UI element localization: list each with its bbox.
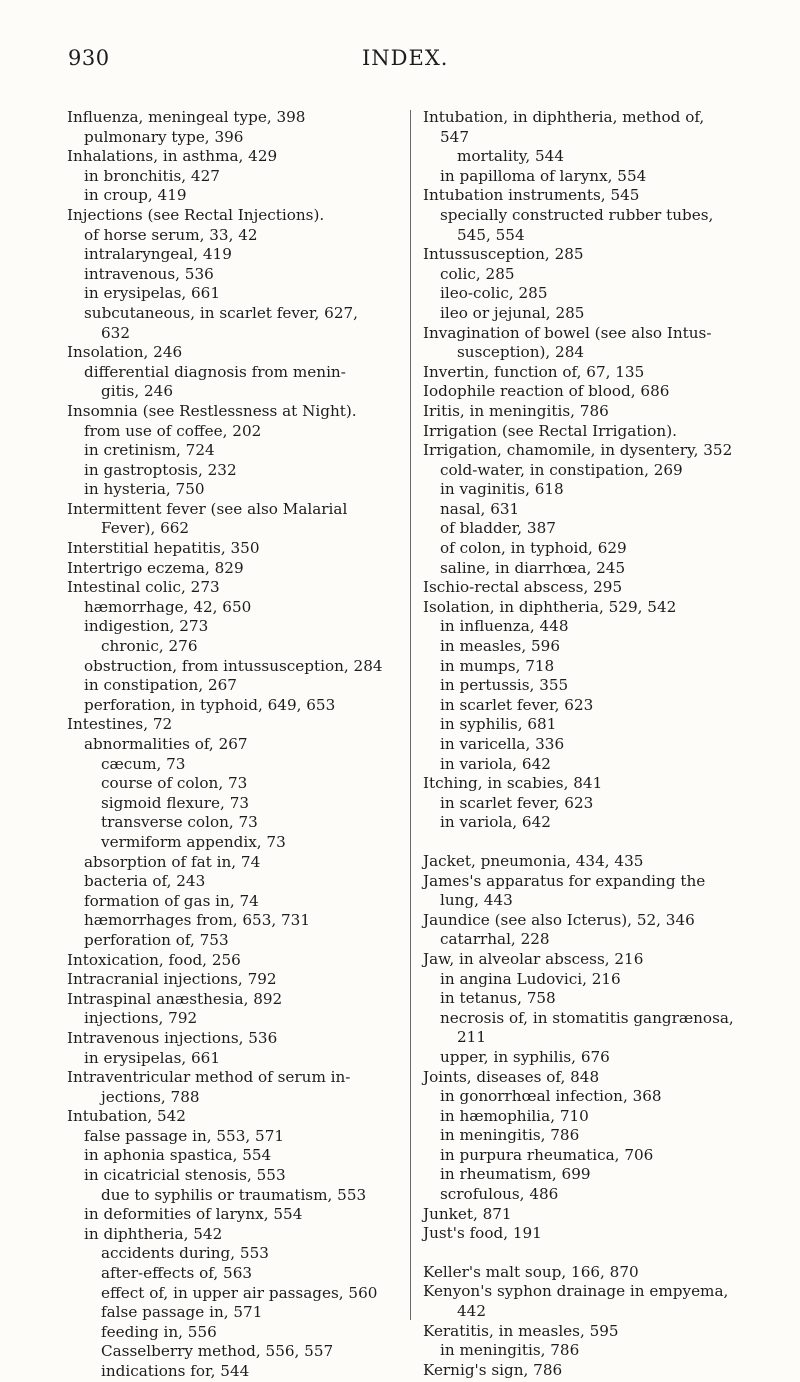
index-subentry: indigestion, 273 bbox=[84, 617, 209, 636]
index-subentry: in hysteria, 750 bbox=[84, 480, 205, 499]
index-subentry: in aphonia spastica, 554 bbox=[84, 1146, 272, 1165]
column-divider bbox=[410, 110, 411, 1320]
index-subentry: formation of gas in, 74 bbox=[84, 891, 259, 910]
index-subentry: in cicatricial stenosis, 553 bbox=[84, 1166, 286, 1185]
index-entry: Invertin, function of, 67, 135 bbox=[423, 362, 645, 381]
index-entry: Insolation, 246 bbox=[67, 343, 183, 362]
index-subentry: indications for, 544 bbox=[101, 1362, 250, 1380]
index-subentry: susception), 284 bbox=[457, 343, 585, 362]
index-subentry: in constipation, 267 bbox=[84, 676, 237, 695]
index-entry: Iodophile reaction of blood, 686 bbox=[423, 382, 670, 401]
index-subentry: ileo-colic, 285 bbox=[440, 284, 548, 303]
index-entry: Kernig's sign, 786 bbox=[423, 1360, 563, 1379]
index-subentry: mortality, 544 bbox=[457, 147, 564, 166]
index-column-right bbox=[423, 108, 753, 1380]
index-entry: Intoxication, food, 256 bbox=[67, 950, 241, 969]
index-subentry: intravenous, 536 bbox=[84, 264, 214, 283]
index-subentry: from use of coffee, 202 bbox=[84, 421, 262, 440]
index-subentry: false passage in, 571 bbox=[101, 1303, 263, 1322]
index-entry: Just's food, 191 bbox=[423, 1224, 542, 1243]
index-subentry: in erysipelas, 661 bbox=[84, 1048, 221, 1067]
index-entry: Intubation instruments, 545 bbox=[423, 186, 640, 205]
index-subentry: in papilloma of larynx, 554 bbox=[440, 166, 647, 185]
index-column-left bbox=[67, 108, 395, 1382]
index-subentry: in gonorrhœal infection, 368 bbox=[440, 1087, 662, 1106]
index-subentry: injections, 792 bbox=[84, 1009, 198, 1028]
index-entry: Injections (see Rectal Injections). bbox=[67, 205, 325, 224]
index-entry: Intravenous injections, 536 bbox=[67, 1028, 278, 1047]
index-subentry: in croup, 419 bbox=[84, 186, 187, 205]
index-subentry: in measles, 596 bbox=[440, 637, 560, 656]
index-subentry: in influenza, 448 bbox=[440, 617, 569, 636]
index-subentry: in angina Ludovici, 216 bbox=[440, 969, 621, 988]
index-subentry: in rheumatism, 699 bbox=[440, 1165, 591, 1184]
index-subentry: in meningitis, 786 bbox=[440, 1126, 580, 1145]
index-subentry: cæcum, 73 bbox=[101, 754, 186, 773]
index-subentry: effect of, in upper air passages, 560 bbox=[101, 1283, 378, 1302]
index-subentry: in cretinism, 724 bbox=[84, 441, 215, 460]
index-subentry: ileo or jejunal, 285 bbox=[440, 303, 585, 322]
index-subentry: feeding in, 556 bbox=[101, 1322, 217, 1341]
index-subentry: differential diagnosis from menin- bbox=[84, 362, 346, 381]
index-subentry: jections, 788 bbox=[101, 1087, 200, 1106]
index-subentry: chronic, 276 bbox=[101, 637, 198, 656]
index-entry: Keratitis, in measles, 595 bbox=[423, 1321, 619, 1340]
index-entry: Intertrigo eczema, 829 bbox=[67, 558, 244, 577]
index-subentry: in pertussis, 355 bbox=[440, 676, 569, 695]
index-entry: Intubation, 542 bbox=[67, 1107, 186, 1126]
index-entry: Keller's malt soup, 166, 870 bbox=[423, 1262, 639, 1281]
index-subentry: specially constructed rubber tubes, bbox=[440, 205, 714, 224]
letter-section-gap bbox=[423, 1244, 753, 1263]
index-subentry: 211 bbox=[457, 1028, 486, 1047]
index-subentry: accidents during, 553 bbox=[101, 1244, 269, 1263]
index-subentry: necrosis of, in stomatitis gangrænosa, bbox=[440, 1008, 734, 1027]
page-header bbox=[0, 46, 800, 76]
index-subentry: absorption of fat in, 74 bbox=[84, 852, 261, 871]
index-entry: Isolation, in diphtheria, 529, 542 bbox=[423, 597, 677, 616]
index-subentry: due to syphilis or traumatism, 553 bbox=[101, 1185, 367, 1204]
index-subentry: in gastroptosis, 232 bbox=[84, 460, 237, 479]
index-subentry: pulmonary type, 396 bbox=[84, 127, 244, 146]
letter-section-gap bbox=[423, 833, 753, 852]
index-subentry: intralaryngeal, 419 bbox=[84, 245, 232, 264]
index-subentry: 547 bbox=[440, 127, 469, 146]
index-entry: Irrigation, chamomile, in dysentery, 352 bbox=[423, 441, 733, 460]
index-entry: Kenyon's syphon drainage in empyema, bbox=[423, 1282, 729, 1301]
index-subentry: of colon, in typhoid, 629 bbox=[440, 539, 627, 558]
index-subentry: saline, in diarrhœa, 245 bbox=[440, 558, 626, 577]
index-entry: Inhalations, in asthma, 429 bbox=[67, 147, 278, 166]
index-entry: Intraspinal anæsthesia, 892 bbox=[67, 989, 283, 1008]
index-entry: Interstitial hepatitis, 350 bbox=[67, 539, 260, 558]
index-subentry: upper, in syphilis, 676 bbox=[440, 1047, 610, 1066]
index-entry: James's apparatus for expanding the bbox=[423, 871, 706, 890]
index-subentry: hæmorrhages from, 653, 731 bbox=[84, 911, 311, 930]
index-entry: Intestinal colic, 273 bbox=[67, 578, 220, 597]
index-subentry: subcutaneous, in scarlet fever, 627, bbox=[84, 303, 358, 322]
index-subentry: 442 bbox=[457, 1302, 486, 1321]
index-entry: Ischio-rectal abscess, 295 bbox=[423, 578, 623, 597]
index-subentry: in vaginitis, 618 bbox=[440, 480, 564, 499]
page-number: 930 bbox=[68, 46, 110, 70]
index-subentry: of horse serum, 33, 42 bbox=[84, 225, 258, 244]
index-entry: Intracranial injections, 792 bbox=[67, 970, 277, 989]
index-entry: Irrigation (see Rectal Irrigation). bbox=[423, 421, 677, 440]
index-entry: Jaw, in alveolar abscess, 216 bbox=[423, 949, 644, 968]
index-subentry: after-effects of, 563 bbox=[101, 1264, 253, 1283]
index-subentry: transverse colon, 73 bbox=[101, 813, 258, 832]
index-subentry: in bronchitis, 427 bbox=[84, 166, 220, 185]
index-subentry: in deformities of larynx, 554 bbox=[84, 1205, 303, 1224]
index-entry: Intubation, in diphtheria, method of, bbox=[423, 108, 705, 126]
index-entry: Jacket, pneumonia, 434, 435 bbox=[423, 851, 644, 870]
index-subentry: vermiform appendix, 73 bbox=[101, 832, 286, 851]
index-subentry: colic, 285 bbox=[440, 264, 515, 283]
index-subentry: gitis, 246 bbox=[101, 382, 173, 401]
index-subentry: in variola, 642 bbox=[440, 754, 551, 773]
index-subentry: lung, 443 bbox=[440, 891, 513, 910]
index-subentry: 632 bbox=[101, 323, 130, 342]
index-subentry: cold-water, in constipation, 269 bbox=[440, 460, 683, 479]
index-entry: Invagination of bowel (see also Intus- bbox=[423, 323, 712, 342]
index-subentry: in scarlet fever, 623 bbox=[440, 793, 594, 812]
index-subentry: 545, 554 bbox=[457, 225, 525, 244]
index-subentry: perforation, in typhoid, 649, 653 bbox=[84, 695, 336, 714]
index-subentry: bacteria of, 243 bbox=[84, 872, 206, 891]
index-subentry: of bladder, 387 bbox=[440, 519, 556, 538]
index-subentry: nasal, 631 bbox=[440, 499, 520, 518]
index-subentry: hæmorrhage, 42, 650 bbox=[84, 597, 252, 616]
index-subentry: abnormalities of, 267 bbox=[84, 735, 248, 753]
index-subentry: sigmoid flexure, 73 bbox=[101, 793, 250, 812]
index-entry: Jaundice (see also Icterus), 52, 346 bbox=[423, 910, 695, 929]
index-entry: Intermittent fever (see also Malarial bbox=[67, 499, 348, 518]
index-subentry: in erysipelas, 661 bbox=[84, 284, 221, 303]
index-subentry: in hæmophilia, 710 bbox=[440, 1106, 589, 1125]
index-subentry: in scarlet fever, 623 bbox=[440, 695, 594, 714]
index-entry: Iritis, in meningitis, 786 bbox=[423, 401, 609, 420]
index-subentry: course of colon, 73 bbox=[101, 774, 248, 793]
index-subentry: Casselberry method, 556, 557 bbox=[101, 1342, 334, 1361]
index-entry: Insomnia (see Restlessness at Night). bbox=[67, 401, 357, 420]
index-entry: Intraventricular method of serum in- bbox=[67, 1068, 351, 1087]
index-entry: Intussusception, 285 bbox=[423, 245, 584, 264]
index-subentry: false passage in, 553, 571 bbox=[84, 1126, 285, 1145]
index-subentry: in mumps, 718 bbox=[440, 656, 555, 675]
index-subentry: in meningitis, 786 bbox=[440, 1341, 580, 1360]
index-entry: Influenza, meningeal type, 398 bbox=[67, 108, 306, 126]
index-subentry: perforation of, 753 bbox=[84, 930, 229, 949]
index-entry: Joints, diseases of, 848 bbox=[423, 1067, 600, 1086]
running-title: INDEX. bbox=[362, 46, 449, 70]
index-subentry: in syphilis, 681 bbox=[440, 715, 557, 734]
index-entry: Itching, in scabies, 841 bbox=[423, 774, 603, 793]
index-subentry: in variola, 642 bbox=[440, 813, 551, 832]
index-subentry: obstruction, from intussusception, 284 bbox=[84, 656, 383, 675]
index-subentry: scrofulous, 486 bbox=[440, 1185, 559, 1204]
index-subentry: in purpura rheumatica, 706 bbox=[440, 1145, 654, 1164]
index-entry: Junket, 871 bbox=[423, 1204, 512, 1223]
index-entry: Intestines, 72 bbox=[67, 715, 173, 734]
index-subentry: in varicella, 336 bbox=[440, 735, 565, 753]
index-subentry: in diphtheria, 542 bbox=[84, 1224, 223, 1243]
index-subentry: in tetanus, 758 bbox=[440, 989, 556, 1008]
index-subentry: catarrhal, 228 bbox=[440, 930, 550, 949]
index-subentry: Fever), 662 bbox=[101, 519, 190, 538]
